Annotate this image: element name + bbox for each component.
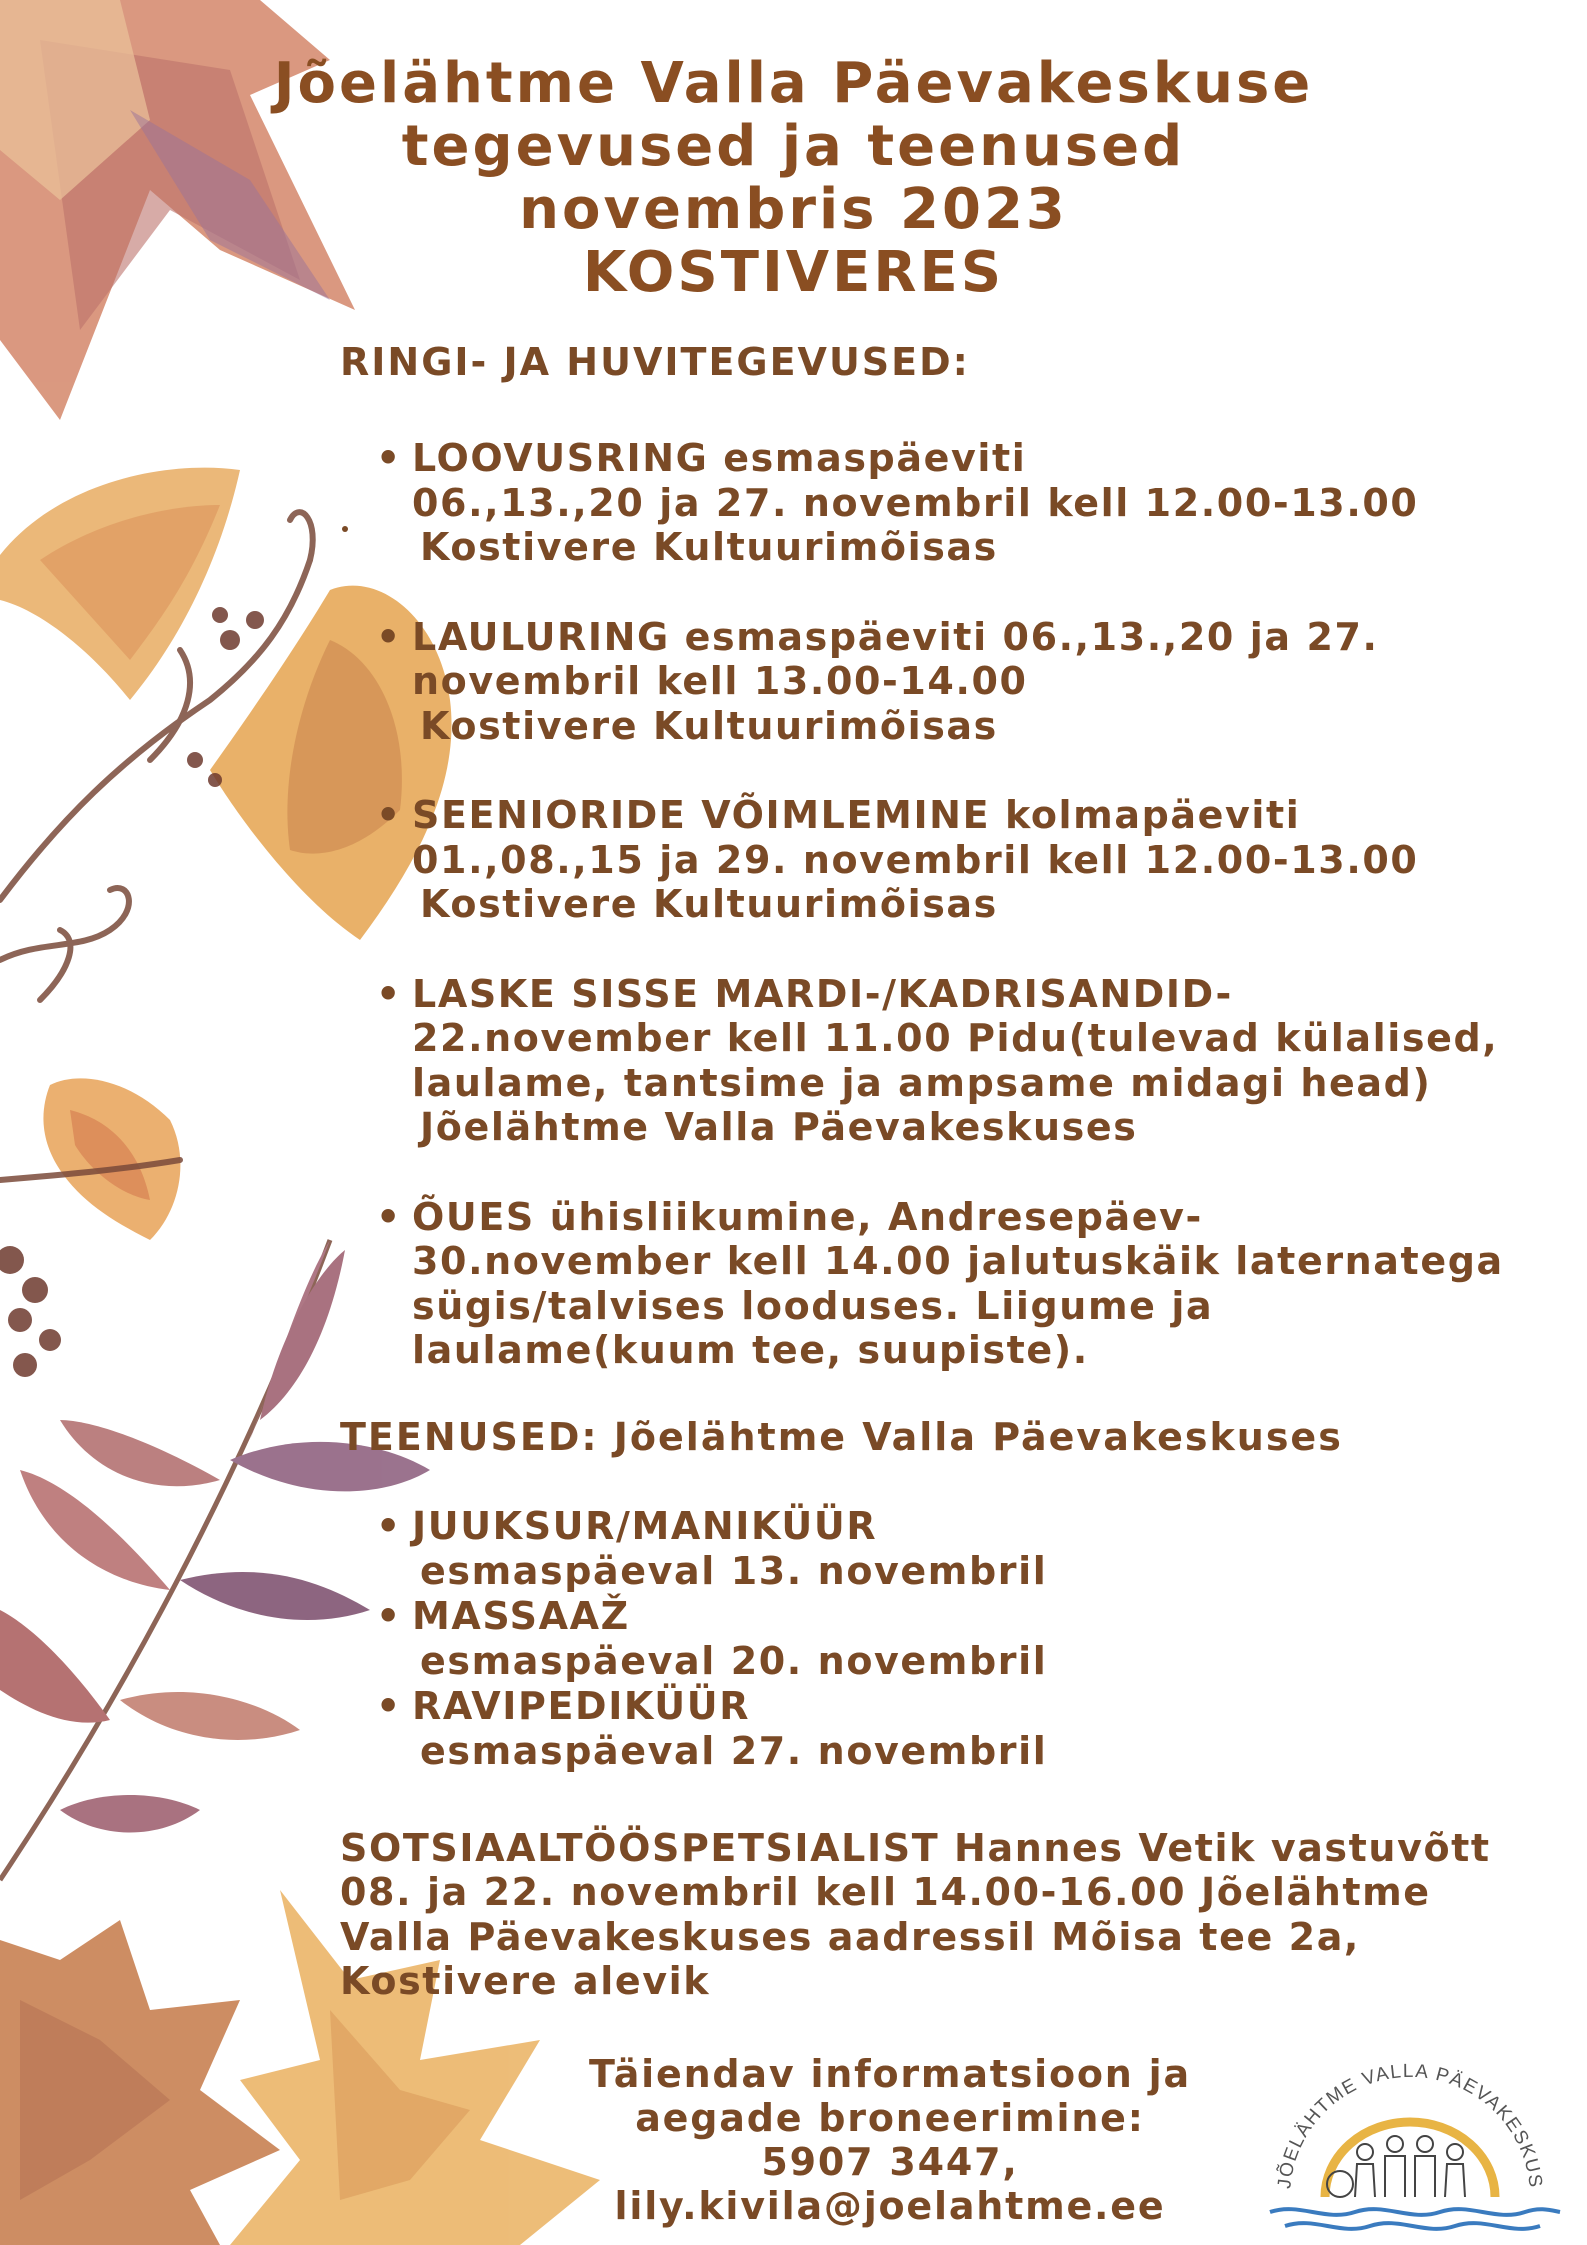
service-date: esmaspäeval 27. novembril [420,1728,1048,1773]
activity-line: 06.,13.,20 ja 27. novembril kell 12.00-13.00 [412,480,1419,525]
contact-line: aegade broneerimine: [635,2096,1145,2140]
activity-line: LAULURING esmaspäeviti 06.,13.,20 ja 27. [412,614,1379,659]
activity-line: SEENIORIDE VÕIMLEMINE kolmapäeviti [412,793,1301,837]
activity-line: Kostivere Kultuurimõisas [420,882,998,926]
logo-arc-text: JÕELÄHTME VALLA PÄEVAKESKUS [1274,2060,1546,2190]
bullet-icon: • [376,1503,402,1548]
activity-item [340,793,1570,927]
activity-line: LOOVUSRING esmaspäeviti [412,436,1027,480]
berries [0,607,264,1377]
title-line: tegevused ja teenused [401,114,1186,179]
activity-line: 30.november kell 14.00 jalutuskäik laternatega [412,1239,1504,1283]
activity-line: LASKE SISSE MARDI-/KADRISANDID- [412,971,1233,1016]
title-line: novembris 2023 [519,177,1068,242]
activity-line: Kostivere Kultuurimõisas [420,703,998,748]
bullet-icon: • [376,1683,402,1728]
services-heading: TEENUSED: Jõelähtme Valla Päevakeskuses [340,1414,1343,1459]
activity-item [340,436,1570,570]
activity-line: laulame(kuum tee, suupiste). [412,1328,1089,1372]
activity-line: 01.,08.,15 ja 29. novembril kell 12.00-13.00 [412,837,1419,882]
social-line: Valla Päevakeskuses aadressil Mõisa tee 2a, [340,1914,1360,1959]
contact-email[interactable]: lily.kivila@joelahtme.ee [614,2184,1166,2228]
service-date: esmaspäeval 13. novembril [420,1548,1048,1593]
activity-line: sügis/talvises looduses. Liigume ja [412,1283,1214,1328]
service-item [340,1684,1570,1774]
title-line: KOSTIVERES [582,240,1005,305]
social-worker-info [340,1826,1570,2004]
activity-item [340,972,1570,1150]
activity-line: 22.november kell 11.00 Pidu(tulevad külalised, [412,1016,1499,1060]
service-item [340,1504,1570,1594]
title-line: Jõelähtme Valla Päevakeskuse [273,51,1314,116]
social-line: 08. ja 22. novembril kell 14.00-16.00 Jõelähtme [340,1870,1431,1914]
service-name: RAVIPEDIKÜÜR [412,1683,751,1728]
bullet-icon: • [376,971,402,1016]
activity-line: ÕUES ühisliikumine, Andresepäev- [412,1194,1203,1239]
contact-line: Täiendav informatsioon ja [589,2052,1191,2096]
service-item [340,1594,1570,1684]
bullet-icon: • [376,793,402,837]
logo-wave [1285,2223,1540,2229]
social-line: Kostivere alevik [340,1959,711,2003]
contact-info [560,2052,1220,2228]
logo-sun-arc [1325,2122,1495,2197]
service-name: MASSAAŽ [412,1593,630,1638]
bullet-icon: • [376,614,402,659]
main-content [340,340,1570,2004]
bullet-icon: • [376,1593,402,1638]
service-name: JUUKSUR/MANIKÜÜR [412,1503,878,1548]
activity-line: laulame, tantsime ja ampsame midagi head) [412,1060,1432,1105]
activity-line: Jõelähtme Valla Päevakeskuses [420,1105,1138,1149]
bullet-icon: • [376,436,402,480]
activities-heading: RINGI- JA HUVITEGEVUSED: [340,340,970,384]
poster-title [0,52,1587,304]
logo-wave [1270,2209,1560,2215]
day-center-logo [1245,2012,1575,2237]
contact-phone[interactable]: 5907 3447, [761,2140,1019,2184]
activity-item [340,1195,1570,1373]
activity-line: novembril kell 13.00-14.00 [412,659,1028,703]
service-date: esmaspäeval 20. novembril [420,1638,1048,1683]
activity-line: Kostivere Kultuurimõisas [420,525,998,569]
activity-item [340,615,1570,749]
bullet-icon: • [376,1194,402,1239]
social-line: SOTSIAALTÖÖSPETSIALIST Hannes Vetik vastuvõtt [340,1825,1491,1870]
